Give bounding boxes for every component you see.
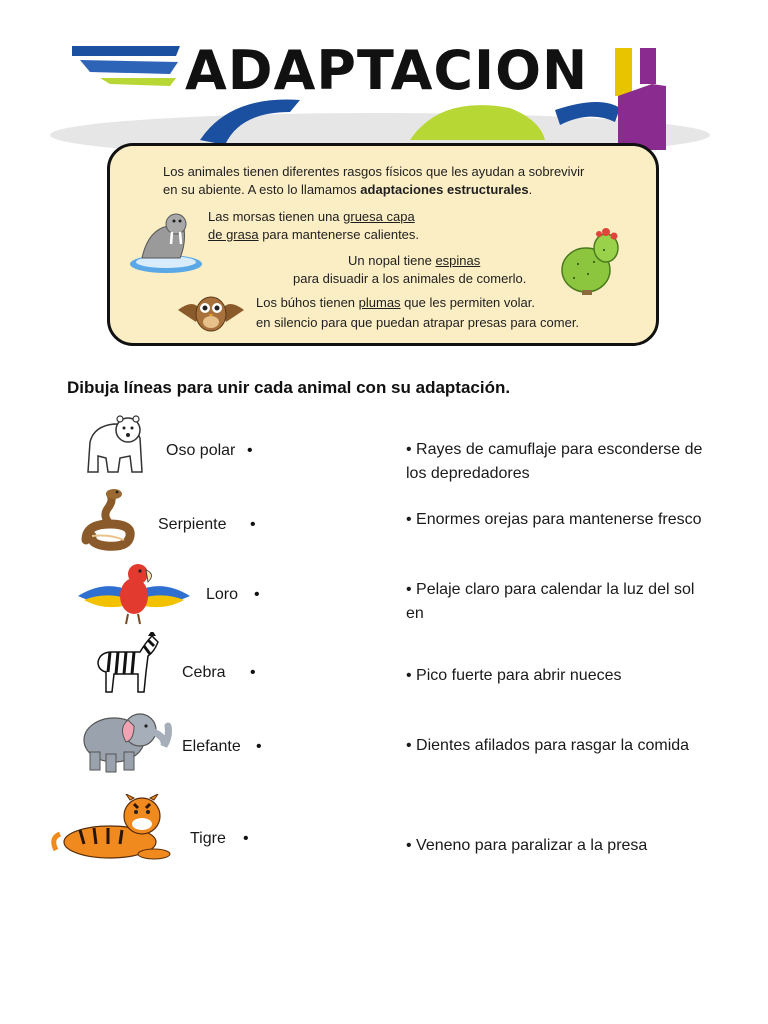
animal-name-zebra: Cebra <box>182 664 226 681</box>
page-title: ADAPTACION <box>185 39 589 102</box>
animal-name-snake: Serpiente <box>158 516 227 533</box>
tiger-icon <box>50 794 178 866</box>
animal-name-tiger: Tigre <box>190 830 226 847</box>
walrus-line-2 <box>208 226 419 243</box>
elephant-icon <box>74 706 174 776</box>
owl-line-1 <box>256 294 535 311</box>
match-dot-left-1[interactable]: • <box>247 442 253 459</box>
owl-icon <box>174 288 248 334</box>
intro-period: . <box>528 182 533 197</box>
adaptation-3[interactable]: • Pelaje claro para calendar la luz del sol en <box>406 581 695 622</box>
cactus-icon <box>556 224 628 296</box>
match-dot-left-5[interactable]: • <box>256 738 262 755</box>
adaptation-2[interactable]: • Enormes orejas para mantenerse fresco <box>406 511 702 528</box>
intro-line-2 <box>163 181 532 198</box>
walrus-line-1 <box>208 208 415 225</box>
match-dot-left-3[interactable]: • <box>254 586 260 603</box>
cactus-line-2: para disuadir a los animales de comerlo. <box>293 271 527 286</box>
polar-bear-icon <box>80 412 150 480</box>
match-dot-left-6[interactable]: • <box>243 830 249 847</box>
walrus-underlined-1: gruesa capa <box>343 209 415 224</box>
match-dot-left-4[interactable]: • <box>250 664 256 681</box>
animal-name-elephant: Elefante <box>182 738 241 755</box>
snake-icon <box>80 486 144 552</box>
walrus-text-b: para mantenerse calientes. <box>258 227 420 242</box>
intro-text: en su abiente. A esto lo llamamos <box>163 182 361 197</box>
animal-name-parrot: Loro <box>206 586 239 603</box>
parrot-icon <box>74 560 194 628</box>
adaptation-5[interactable]: • Dientes afilados para rasgar la comida <box>406 737 690 754</box>
owl-underlined: plumas <box>358 295 401 310</box>
intro-bold-term: adaptaciones estructurales <box>360 182 529 197</box>
intro-line-1: Los animales tienen diferentes rasgos físicos que les ayudan a sobrevivir <box>163 164 585 179</box>
adaptation-4[interactable]: • Pico fuerte para abrir nueces <box>406 667 622 684</box>
adaptation-6[interactable]: • Veneno para paralizar a la presa <box>406 837 648 854</box>
walrus-icon <box>128 204 204 276</box>
animal-name-polar-bear: Oso polar <box>166 442 236 459</box>
cactus-text-a: Un nopal tiene <box>348 253 436 268</box>
instructions: Dibuja líneas para unir cada animal con su adaptación. <box>67 378 511 397</box>
owl-line-2: en silencio para que puedan atrapar presas para comer. <box>256 315 580 330</box>
info-box <box>107 143 659 346</box>
owl-text-a: Los búhos tienen <box>256 295 359 310</box>
walrus-underlined-2: de grasa <box>208 227 259 242</box>
zebra-icon <box>92 632 164 698</box>
cactus-underlined: espinas <box>435 253 481 268</box>
cactus-line-1 <box>348 252 480 269</box>
walrus-text-a: Las morsas tienen una <box>208 209 344 224</box>
match-dot-left-2[interactable]: • <box>250 516 256 533</box>
owl-text-b: que les permiten volar. <box>400 295 535 310</box>
adaptation-1[interactable]: • Rayes de camuflaje para esconderse de los depredadores <box>406 441 703 482</box>
